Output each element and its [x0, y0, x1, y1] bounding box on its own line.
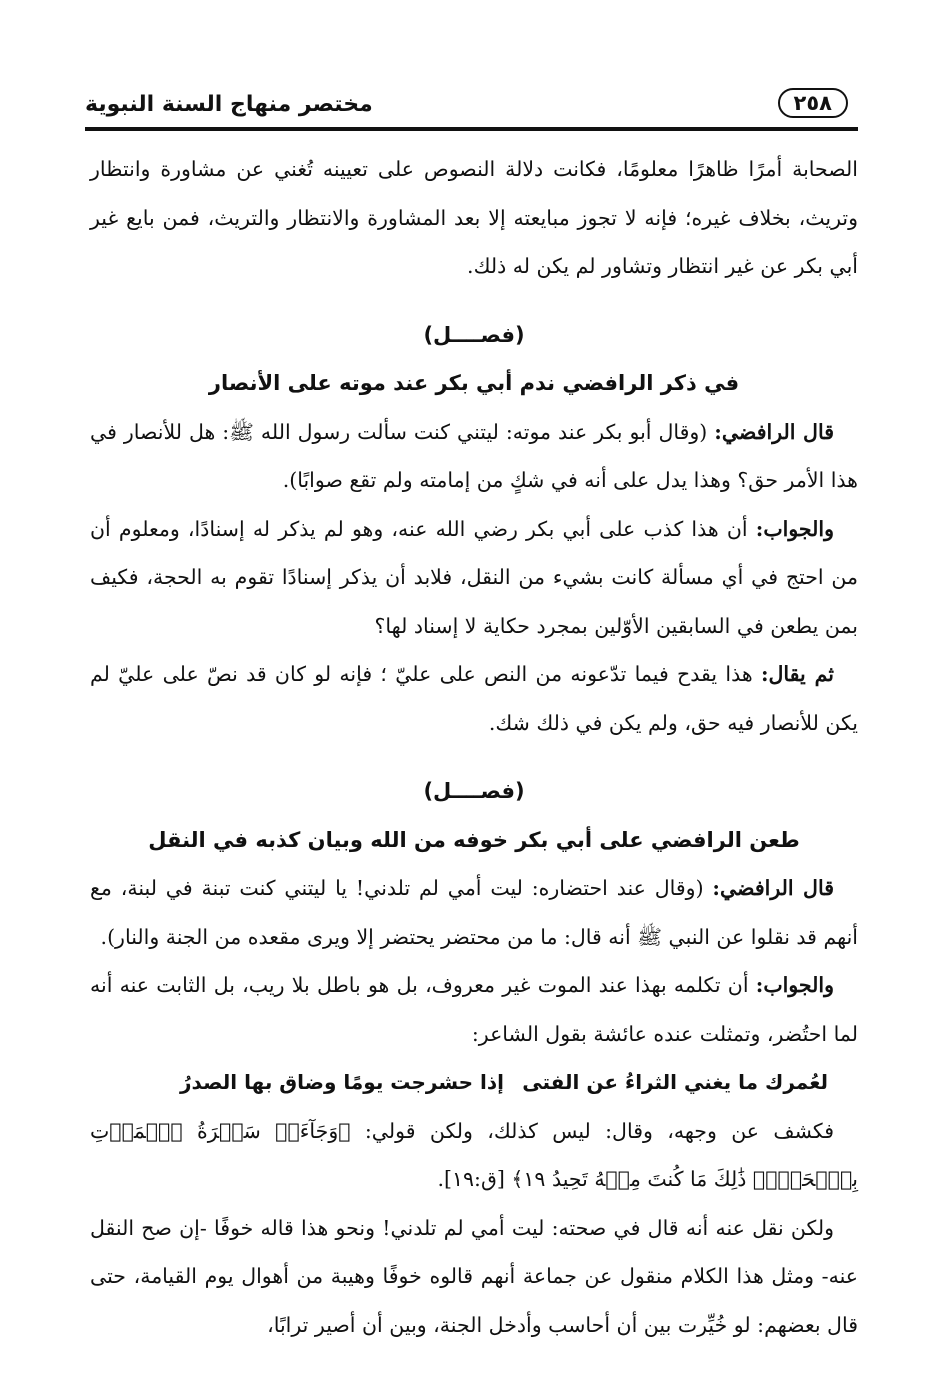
section-heading: (فصــــل)	[423, 779, 525, 803]
paragraph: الصحابة أمرًا ظاهرًا معلومًا، فكانت دلالة النصوص على تعيينه تُغني عن مشاورة وانتظار وتريث، بخلاف غيره؛ فإنه لا تجوز مبايعته إلا بعد المشاورة والانتظار والتريث، فمن بايع غير أبي بكر عن غير انتظار وتشاور لم يكن له ذلك.	[90, 157, 858, 278]
page-number: ٢٥٨	[778, 88, 848, 118]
page-header	[85, 88, 858, 126]
verse-first-hemistich: لعُمرك ما يغني الثراءُ عن الفتى	[522, 1070, 828, 1094]
paragraph-text: (وقال عند احتضاره: ليت أمي لم تلدني! يا ليتني كنت تبنة في لبنة، مع أنهم قد نقلوا عن النبي ﷺ أنه قال: ما من محتضر يحتضر إلا ويرى مقعده من الجنة والنار).	[90, 876, 858, 949]
page-content	[90, 145, 858, 1349]
paragraph-lead: ثم يقال:	[760, 662, 834, 686]
paragraph-lead: قال الرافضي:	[712, 876, 834, 900]
paragraph-text: أن تكلمه بهذا عند الموت غير معروف، بل هو باطل بلا ريب، بل الثابت عنه أنه لما احتُضر، وتمثلت عنده عائشة بقول الشاعر:	[90, 973, 858, 1046]
paragraph-text: أن هذا كذب على أبي بكر رضي الله عنه، وهو لم يذكر له إسنادًا، ومعلوم أن من احتج في أي مسألة كانت بشيء من النقل، فلابد أن يذكر إسنادًا تقوم به الحجة، فكيف بمن يطعن في السابقين الأوّلين بمجرد حكاية لا إسناد لها؟	[90, 516, 858, 638]
verse-second-hemistich: إذا حشرجت يومًا وضاق بها الصدرُ	[180, 1070, 505, 1094]
paragraph	[90, 961, 858, 1058]
paragraph	[90, 505, 858, 651]
poetry-verse	[90, 1058, 858, 1107]
paragraph	[90, 650, 858, 747]
paragraph-lead: والجواب:	[755, 973, 834, 997]
section-heading: (فصــــل)	[423, 322, 525, 347]
header-rule	[85, 127, 858, 131]
paragraph-lead: قال الرافضي:	[714, 419, 835, 444]
paragraph-lead: والجواب:	[755, 516, 834, 541]
paragraph	[90, 408, 858, 505]
section-title: طعن الرافضي على أبي بكر خوفه من الله وبيان كذبه في النقل	[148, 827, 800, 852]
paragraph: ولكن نقل عنه أنه قال في صحته: ليت أمي لم تلدني! ونحو هذا قاله خوفًا -إن صح النقل عنه- ومثل هذا الكلام منقول عن جماعة أنهم قالوه خوفًا وهيبة من أهوال يوم القيامة، حتى قال بعضهم: لو خُيِّرت بين أن أحاسب وأدخل الجنة، وبين أن أصير ترابًا،	[90, 1215, 858, 1337]
running-title: مختصر منهاج السنة النبوية	[85, 92, 373, 117]
paragraph	[90, 864, 858, 961]
paragraph: فكشف عن وجهه، وقال: ليس كذلك، ولكن قولي: ﴿وَجَآءَتۡ سَكۡرَةُ ٱلۡمَوۡتِ بِٱلۡحَقِّۖ ذَٰلِكَ مَا كُنتَ مِنۡهُ تَحِيدُ ١٩﴾ [ق:١٩].	[90, 1118, 858, 1191]
paragraph-text: هذا يقدح فيما تدّعونه من النص على عليّ ؛ فإنه لو كان قد نصّ على عليّ لم يكن للأنصار فيه حق، ولم يكن في ذلك شك.	[90, 662, 858, 735]
paragraph-text: (وقال أبو بكر عند موته: ليتني كنت سألت رسول الله ﷺ: هل للأنصار في هذا الأمر حق؟ وهذا يدل على أنه في شكٍ من إمامته ولم تقع صوابًا).	[90, 419, 858, 492]
section-title: في ذكر الرافضي ندم أبي بكر عند موته على الأنصار	[208, 371, 740, 395]
